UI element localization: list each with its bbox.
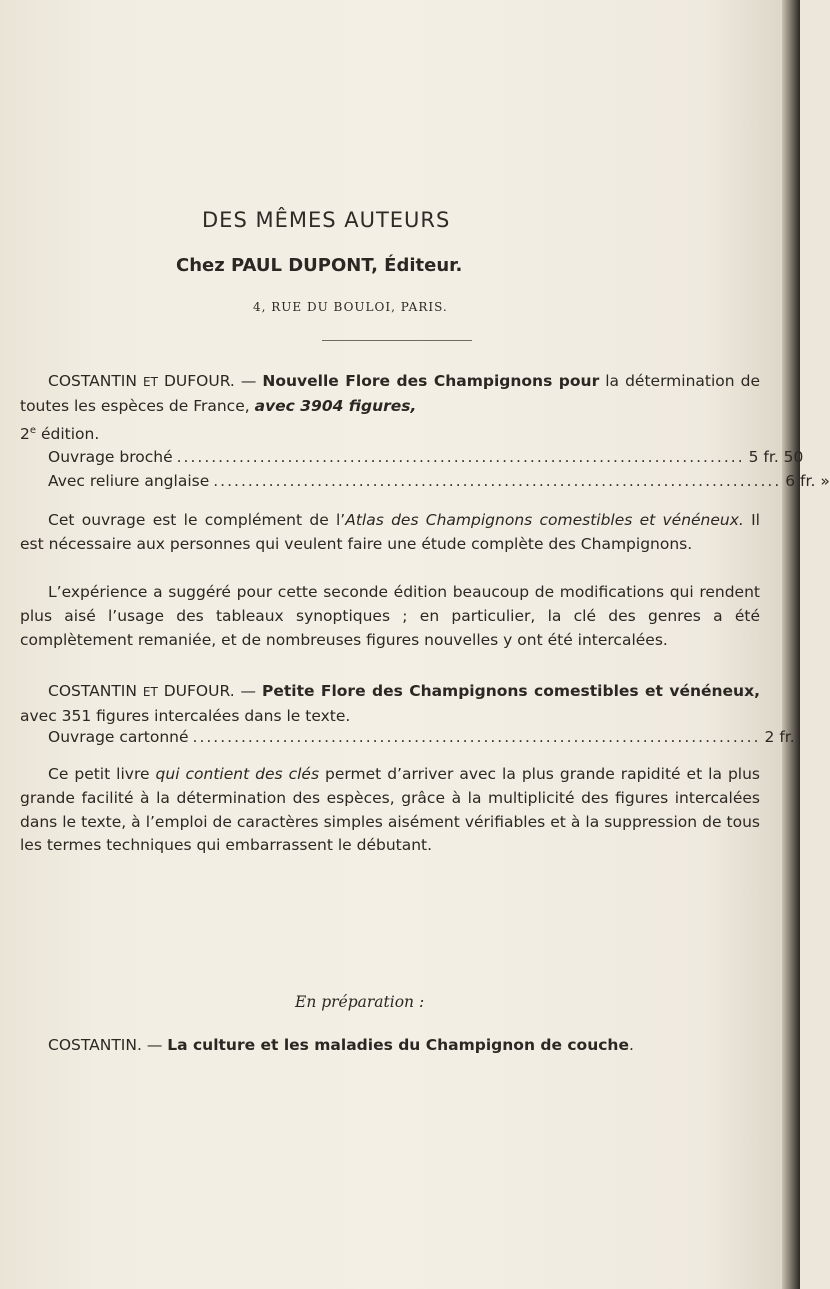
leader-dots: .................................................................................. xyxy=(192,728,761,746)
entry1-author1: COSTANTIN xyxy=(48,372,137,390)
entry2-description xyxy=(20,763,760,858)
entry1-dash: — xyxy=(234,372,263,390)
preparation-label: En préparation : xyxy=(295,993,425,1011)
prep-end: . xyxy=(628,1036,634,1054)
leader-dots: .................................................................................. xyxy=(213,472,782,490)
entry1-title: Nouvelle Flore des Champignons pour xyxy=(262,372,600,390)
page-edge-shadow xyxy=(782,0,800,1289)
preparation-entry xyxy=(20,1034,760,1058)
entry2-desc-a: Ce petit livre xyxy=(48,765,156,783)
entry2-author1: COSTANTIN xyxy=(48,682,137,700)
price-value: 2 fr. xyxy=(764,728,795,746)
entry1-description xyxy=(20,509,760,557)
entry2-heading xyxy=(20,680,760,729)
entry1-author2: DUFOUR. xyxy=(163,372,235,390)
entry2-title: Petite Flore des Champignons comestibles et vénéneux, xyxy=(261,682,760,700)
entry2-et: ET xyxy=(142,685,158,699)
price-value: 5 fr. 50 xyxy=(748,448,804,466)
entry2-rest: avec 351 figures intercalées dans le texte. xyxy=(20,706,351,725)
entry1-desc-a: Cet ouvrage est le complément de l’ xyxy=(48,511,346,529)
prep-dash: — xyxy=(141,1036,168,1054)
entry1-et: ET xyxy=(143,375,158,389)
price-label: Ouvrage broché xyxy=(48,448,173,466)
entry1-figures: avec 3904 figures, xyxy=(254,396,417,415)
price-label: Ouvrage cartonné xyxy=(48,728,189,746)
entry2-desc-italic: qui contient des clés xyxy=(155,765,320,783)
price-row-broche xyxy=(48,448,804,472)
prep-author: COSTANTIN. xyxy=(48,1036,142,1054)
entry2-desc-b: permet d’arriver avec la plus grande rapidité et la plus grande facilité à la détermination des espèces, grâce à la multiplicité des figures intercalées dans le texte, à l’emploi de caractères simples aisément vérifiables et à la suppression de tous les termes techniques qui embarrassent le débutant. xyxy=(20,765,760,855)
price-row-cartonne xyxy=(48,728,795,752)
entry1-edition: édition. xyxy=(36,424,100,443)
entry1-edition-sup: e xyxy=(29,424,37,436)
price-row-reliure xyxy=(48,472,830,496)
entry1-edition-num: 2 xyxy=(20,424,30,443)
entry1-desc-b: Il est nécessaire aux personnes qui veulent faire une étude complète des Champignons. xyxy=(20,511,760,553)
entry1-description-2: L’expérience a suggéré pour cette seconde édition beaucoup de modifications qui rendent plus aisé l’usage des tableaux synoptiques ; en particulier, la clé des genres a été complètement remaniée, et de nombreuses figures nouvelles y ont été intercalées. xyxy=(20,583,760,649)
entry2-author2: DUFOUR. xyxy=(163,682,235,700)
price-value: 6 fr. » xyxy=(785,472,830,490)
price-label: Avec reliure anglaise xyxy=(48,472,210,490)
entry1-line2: la détermination de toutes les espèces de France, xyxy=(20,372,760,415)
entry2-dash: — xyxy=(234,682,262,700)
prep-title: La culture et les maladies du Champignon de couche xyxy=(167,1036,629,1054)
publisher-address: 4, RUE DU BOULOI, PARIS. xyxy=(253,300,448,314)
entry1-heading xyxy=(20,370,760,447)
divider-rule xyxy=(322,340,472,341)
entry1-desc-italic: Atlas des Champignons comestibles et vénéneux. xyxy=(345,511,744,529)
leader-dots: .................................................................................. xyxy=(176,448,745,466)
publisher-line: Chez PAUL DUPONT, Éditeur. xyxy=(176,255,463,276)
section-title: DES MÊMES AUTEURS xyxy=(202,208,451,232)
